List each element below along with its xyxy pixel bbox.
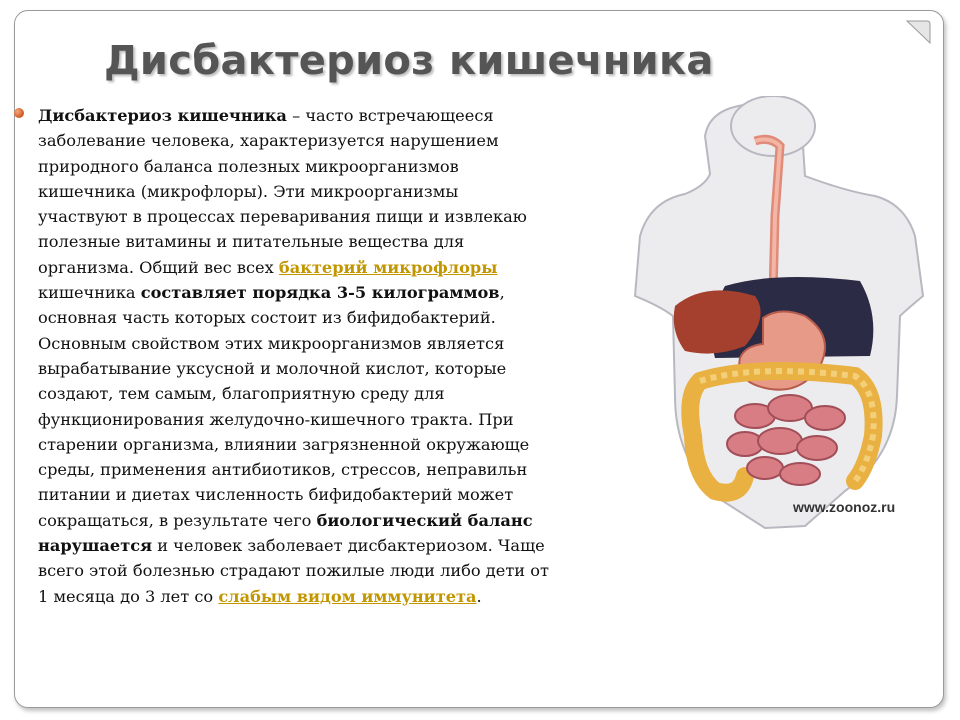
text-line: среды, применения антибиотиков, стрессов, неправильн [38, 460, 528, 480]
link-bacteria-microflora[interactable]: бактерий микрофлоры [278, 257, 498, 277]
slide-title: Дисбактериоз кишечника [104, 38, 714, 84]
text-line: сокращаться, в результате чего биологический баланс [38, 510, 533, 530]
digestive-system-illustration [605, 96, 940, 536]
text-line: участвуют в процессах переваривания пищи и извлекаю [38, 207, 527, 227]
text-line: старении организма, влиянии загрязненной окружающе [38, 434, 530, 454]
text-line: Основным свойством этих микроорганизмов является [38, 333, 505, 353]
head-shape [731, 96, 815, 156]
text-line: питании и диетах численность бифидобактерий может [38, 485, 514, 505]
body-paragraph [38, 103, 614, 609]
text-line: всего этой болезнью страдают пожилые люди либо дети от [38, 561, 549, 581]
text-line: полезные витамины и питательные вещества для [38, 232, 465, 252]
text-line: кишечника составляет порядка 3-5 килограммов, [38, 283, 505, 303]
text-line: создают, тем самым, благоприятную среду для [38, 384, 445, 404]
text-line: нарушается и человек заболевает дисбактериозом. Чаще [38, 536, 545, 556]
term-bold: Дисбактериоз кишечника [38, 106, 287, 125]
text-line: функционирования желудочно-кишечного тракта. При [38, 409, 514, 429]
watermark-text: www.zoonoz.ru [793, 499, 896, 515]
text-line: Дисбактериоз кишечника – часто встречающееся [38, 106, 494, 125]
text-line: природного баланса полезных микроорганизмов [38, 156, 459, 176]
link-weak-immunity[interactable]: слабым видом иммунитета [218, 586, 477, 606]
text-line: организма. Общий вес всех бактерий микрофлоры [38, 257, 498, 277]
text-line: заболевание человека, характеризуется нарушением [38, 131, 499, 151]
text-line: основная часть которых состоит из бифидобактерий. [38, 308, 496, 328]
page-corner-icon [903, 17, 933, 47]
text-line: вырабатывание уксусной и молочной кислот, которые [38, 358, 507, 378]
text-line: кишечника (микрофлоры). Эти микроорганизмы [38, 181, 459, 201]
bullet-icon [14, 108, 24, 118]
text-line: 1 месяца до 3 лет со слабым видом иммунитета. [38, 586, 482, 606]
